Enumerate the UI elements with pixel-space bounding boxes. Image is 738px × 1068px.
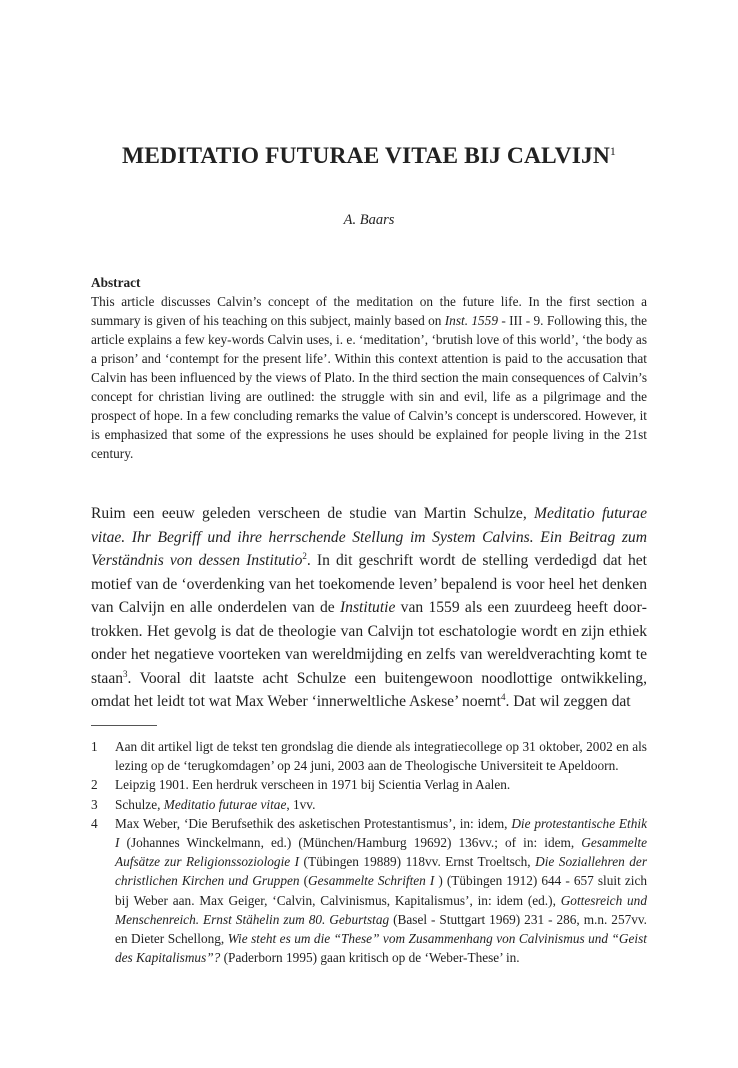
body-text-5: . Dat wil zeggen dat [505, 693, 631, 710]
footnote-number: 2 [91, 777, 98, 793]
footnote-text-part: ( [299, 873, 309, 889]
article-title-text: MEDITATIO FUTURAE VITAE BIJ CALVIJN [121, 143, 610, 169]
footnote-text-part: (Paderborn 1995) gaan kritisch op de ‘Weber-These’ in. [220, 950, 520, 966]
body-text-2: . In dit geschrift wordt de stelling verdedigd dat het motief van de ‘overdenking van het toekomende leven’ bepalend is voor heel het denken van Calvijn en alle onderdelen van de [91, 552, 647, 616]
footnote-text-part: ) (Tübingen 1912) 644 - 657 sluit zich bij Weber aan. Max Geiger, ‘Calvin, Calvinismus, Kapitalismus’, in: idem (ed.), [115, 873, 647, 908]
footnote-text [115, 795, 647, 814]
article-title [0, 143, 738, 170]
footnote-italic-title: Meditatio futurae vitae [163, 796, 287, 812]
abstract-heading: Abstract [91, 275, 141, 290]
footnote-4 [91, 814, 647, 968]
footnote-ref-2[interactable]: 2 [302, 550, 307, 561]
abstract-text-2: - III - 9. Following this, the article explains a few key-words Calvin uses, i. e. ‘meditation’, ‘brutish love of this world’, ‘the body as a prison’ and ‘contempt for the present life’. Within this context attention is paid to the accusation that Calvin has been influenced by the views of Plato. In the third section the main consequences of Calvin’s concept for christian living are outlined: the struggle with sin and evil, life as a pilgrimage and the prospect of hope. In a few concluding remarks the value of Calvin’s concept is underscored. However, it is emphasized that some of the expressions he uses should be explained for people living in the 21st century. [91, 313, 647, 461]
footnote-2 [91, 775, 647, 794]
abstract-text-1: This article discusses Calvin’s concept of the meditation on the future life. In the first section a summary is given of his teaching on this subject, mainly based on [91, 294, 647, 328]
footnotes [91, 737, 647, 967]
footnote-text-part: (Basel - Stuttgart 1969) 231 - 286, m.n. 257vv. en Dieter Schellong, [115, 911, 647, 947]
body-title-schulze: Meditatio futurae vitae. Ihr Begriff und ihre herrschende Stellung im System Calvins. Ein Beitrag zum Verständnis von dessen Institutio [91, 505, 647, 569]
footnote-text: Leipzig 1901. Een herdruk verscheen in 1971 bij Scientia Verlag in Aalen. [115, 777, 511, 793]
body-text-1: Ruim een eeuw geleden verscheen de studie van Martin Schulze, [91, 505, 535, 522]
footnote-text [115, 814, 647, 968]
body-paragraph [91, 502, 647, 714]
body-text-4: . Vooral dit laatste acht Schulze een buitengewoon noodlottige ontwikkeling, omdat het leidt tot wat Max Weber ‘innerweltliche Askese’ noemt [91, 669, 647, 710]
footnote-ref-3[interactable]: 3 [123, 668, 128, 679]
footnote-text-part: , 1vv. [286, 796, 316, 812]
abstract-inst-ref: Inst. 1559 [444, 313, 498, 328]
footnote-text-part: (Johannes Winckelmann, ed.) (München/Hamburg 19692) 136vv.; of in: idem, [119, 835, 582, 851]
footnote-number: 4 [91, 815, 98, 831]
footnote-number: 3 [91, 796, 98, 812]
footnote-italic-title: Die Soziallehren der christlichen Kirchen und Gruppen [115, 854, 647, 889]
footnote-italic-title: Die protestantische Ethik I [115, 815, 647, 851]
footnote-italic-title: Gesammelte Schriften I [308, 873, 435, 889]
footnote-1 [91, 737, 647, 775]
footnote-text: Aan dit artikel ligt de tekst ten grondslag die diende als integratiecollege op 31 oktober, 2002 en als lezing op de ‘terugkomdagen’ op 24 juni, 2003 aan de Theologische Universiteit te Apeldoorn. [115, 739, 647, 774]
footnote-text-part: Schulze, [115, 796, 164, 812]
body-text-3: van 1559 als een zuurdeeg heeft doortrokken. Het gevolg is dat de theologie van Calvijn tot eschatologie wordt en zijn ethiek onder het negatieve voorteken van wereldmijding en zelfs van wereldverachting komt te staan [91, 599, 647, 687]
footnote-3 [91, 795, 647, 814]
footnote-divider [91, 725, 157, 726]
footnote-ref-4[interactable]: 4 [500, 691, 506, 702]
abstract [91, 273, 647, 463]
footnote-number: 1 [91, 739, 98, 754]
title-footnote-ref[interactable]: 1 [609, 144, 617, 158]
body-institutie: Institutie [339, 599, 396, 616]
author-name: A. Baars [343, 212, 395, 228]
footnote-text-part: (Tübingen 19889) 118vv. Ernst Troeltsch, [299, 854, 536, 870]
footnote-italic-title: Wie steht es um die “These” vom Zusammenhang von Calvinismus und “Geist des Kapitalismus”? [115, 931, 647, 966]
footnote-italic-title: Gesammelte Aufsätze zur Religionssoziologie I [115, 835, 647, 870]
footnote-italic-title: Gottesreich und Menschenreich. Ernst Stähelin zum 80. Geburtstag [115, 892, 647, 927]
footnote-text-part: Max Weber, ‘Die Berufsethik des asketischen Protestantismus’, in: idem, [115, 815, 512, 831]
